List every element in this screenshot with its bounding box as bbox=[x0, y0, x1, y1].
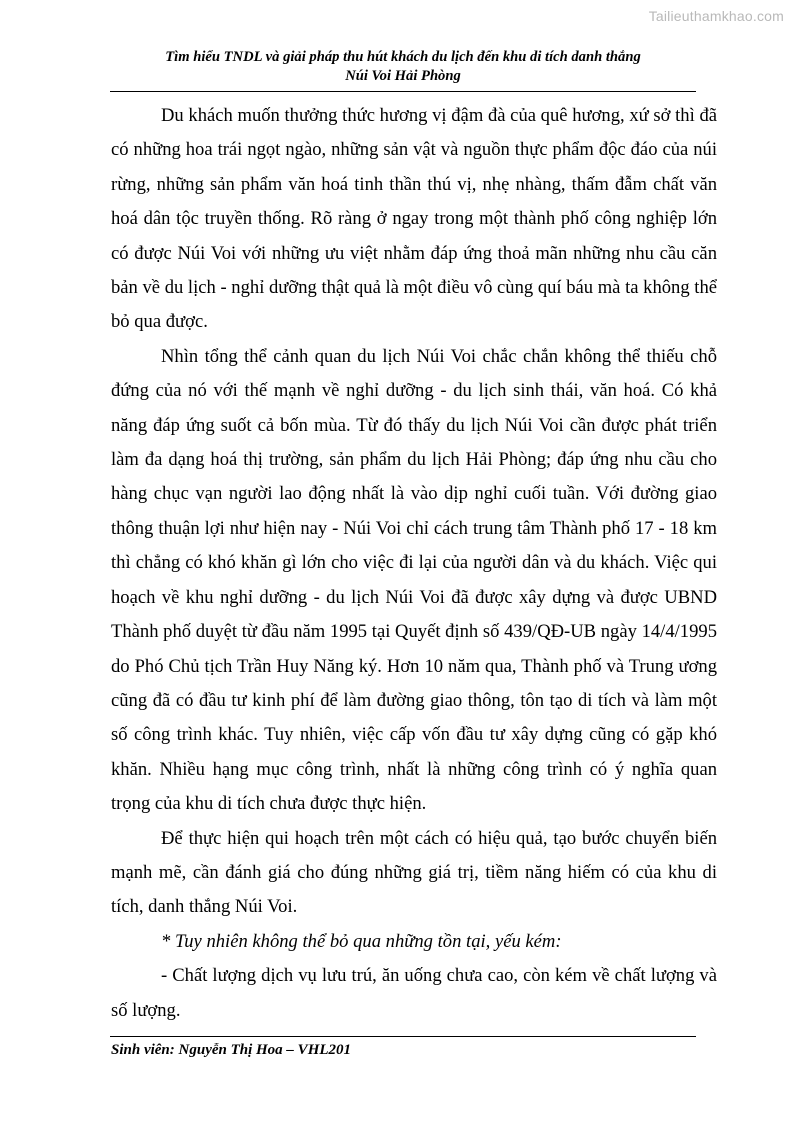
weakness-note: * Tuy nhiên không thể bỏ qua những tồn tại, yếu kém: bbox=[161, 930, 562, 952]
bullet-item-1: - Chất lượng dịch vụ lưu trú, ăn uống chưa cao, còn kém về chất lượng và số lượng. bbox=[111, 965, 717, 1021]
header-title-line-2: Núi Voi Hải Phòng bbox=[345, 68, 461, 84]
page-header bbox=[110, 48, 696, 86]
body-paragraph-2: Nhìn tổng thể cảnh quan du lịch Núi Voi chắc chắn không thể thiếu chỗ đứng của nó với thế mạnh về nghỉ dưỡng - du lịch sinh thái, văn hoá. Có khả năng đáp ứng suốt cả bốn mùa. Từ đó thấy du lịch Núi Voi cần được phát triển làm đa dạng hoá thị trường, sản phẩm du lịch Hải Phòng; đáp ứng nhu cầu cho hàng chục vạn người lao động nhất là vào dịp nghỉ cuối tuần. Với đường giao thông thuận lợi như hiện nay - Núi Voi chỉ cách trung tâm Thành phố 17 - 18 km thì chẳng có khó khăn gì lớn cho việc đi lại của người dân và du khách. Việc qui hoạch về khu nghỉ dưỡng - du lịch Núi Voi đã được xây dựng và được UBND Thành phố duyệt từ đầu năm 1995 tại Quyết định số 439/QĐ-UB ngày 14/4/1995 do Phó Chủ tịch Trần Huy Năng ký. Hơn 10 năm qua, Thành phố và Trung ương cũng đã có đầu tư kinh phí để làm đường giao thông, tôn tạo di tích và làm một số công trình khác. Tuy nhiên, việc cấp vốn đầu tư xây dựng cũng có gặp khó khăn. Nhiều hạng mục công trình, nhất là những công trình có ý nghĩa quan trọng của khu di tích chưa được thực hiện. bbox=[111, 345, 717, 815]
footer-divider bbox=[110, 1036, 696, 1037]
header-divider bbox=[110, 91, 696, 92]
document-body bbox=[111, 99, 717, 1028]
body-paragraph-1: Du khách muốn thưởng thức hương vị đậm đà của quê hương, xứ sở thì đã có những hoa trái ngọt ngào, những sản vật và nguồn thực phẩm độc đáo của núi rừng, những sản phẩm văn hoá tinh thần thú vị, nhẹ nhàng, thấm đẫm chất văn hoá dân tộc truyền thống. Rõ ràng ở ngay trong một thành phố công nghiệp lớn có được Núi Voi với những ưu việt nhằm đáp ứng thoả mãn những nhu cầu căn bản về du lịch - nghỉ dưỡng thật quả là một điều vô cùng quí báu mà ta không thể bỏ qua được. bbox=[111, 105, 718, 333]
page-footer-author: Sinh viên: Nguyễn Thị Hoa – VHL201 bbox=[111, 1042, 352, 1058]
watermark-text: Tailieuthamkhao.com bbox=[648, 8, 784, 24]
header-title-line-1: Tìm hiểu TNDL và giải pháp thu hút khách du lịch đến khu di tích danh thắng bbox=[165, 49, 641, 65]
body-paragraph-3: Để thực hiện qui hoạch trên một cách có hiệu quả, tạo bước chuyển biến mạnh mẽ, cần đánh giá cho đúng những giá trị, tiềm năng hiếm có của khu di tích, danh thắng Núi Voi. bbox=[111, 827, 717, 918]
